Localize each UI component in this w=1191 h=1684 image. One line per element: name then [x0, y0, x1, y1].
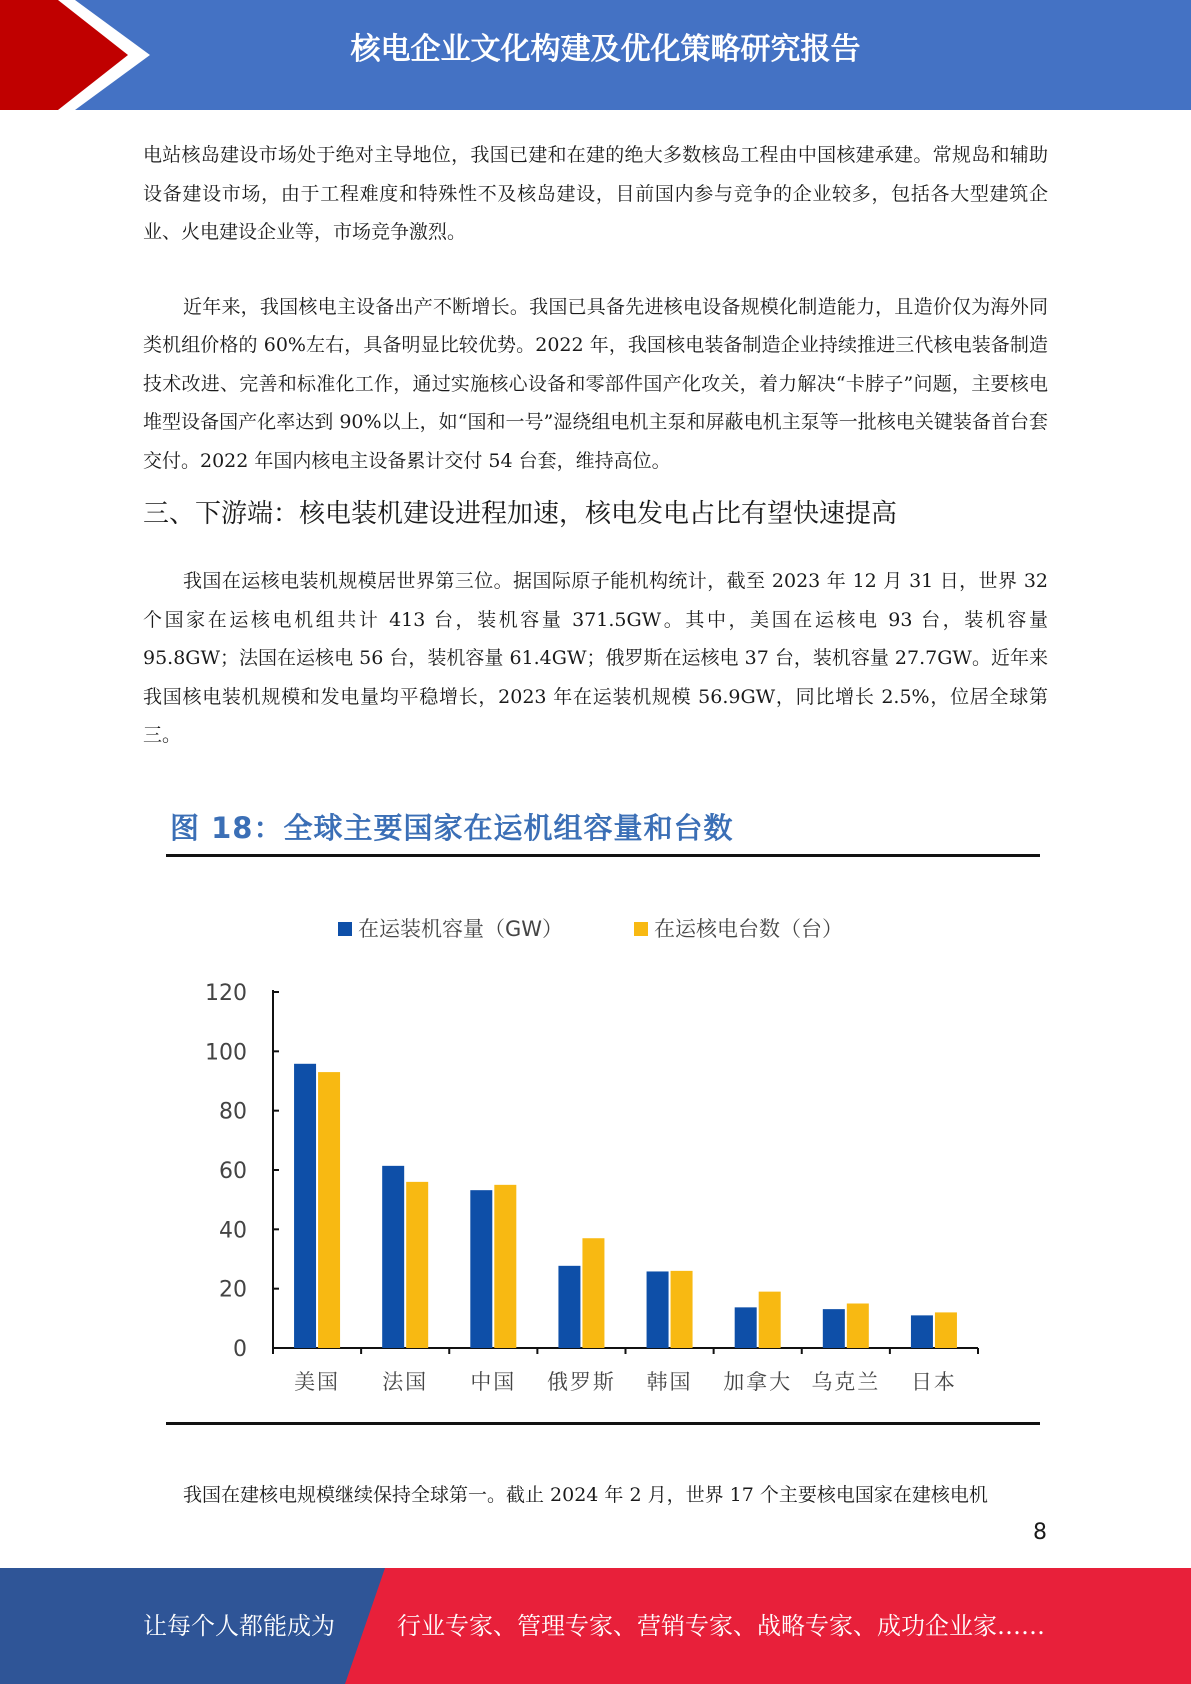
bar-1-0 — [318, 1072, 340, 1348]
bar-1-7 — [935, 1312, 957, 1348]
paragraph-2: 近年来，我国核电主设备出产不断增长。我国已具备先进核电设备规模化制造能力，且造价仅为海外同类机组价格的 60%左右，具备明显比较优势。2022 年，我国核电装备制造企业持续推进三代核电装备制造技术改进、完善和标准化工作，通过实施核心设备和零部件国产化攻关，着力解决“卡脖子”问题，主要核电堆型设备国产化率达到 90%以上，如“国和一号”湿绕组电机主泵和屏蔽电机主泵等一批核电关键装备首台套交付。2022 年国内核电主设备累计交付 54 台套，维持高位。 — [143, 295, 1048, 472]
y-tick-label-4: 80 — [219, 1099, 247, 1125]
footer-slogan-right: 行业专家、管理专家、营销专家、战略专家、成功企业家…… — [397, 1612, 1045, 1640]
x-tick-label-5: 加拿大 — [723, 1370, 793, 1394]
paragraph-4: 我国在建核电规模继续保持全球第一。截止 2024 年 2 月，世界 17 个主要核电国家在建核电机 — [183, 1484, 988, 1506]
legend-swatch-0 — [338, 922, 352, 936]
page-number: 8 — [1033, 1520, 1047, 1545]
bar-1-2 — [494, 1185, 516, 1348]
paragraph-3: 我国在运核电装机规模居世界第三位。据国际原子能机构统计，截至 2023 年 12 月 31 日，世界 32 个国家在运核电机组共计 413 台，装机容量 371.5GW。其中，美国在运核电 93 台，装机容量 95.8GW；法国在运核电 56 台，装机容量 61.4GW；俄罗斯在运核电 37 台，装机容量 27.7GW。近年来我国核电装机规模和发电量均平稳增长，2023 年在运装机规模 56.9GW，同比增长 2.5%，位居全球第三。 — [143, 570, 1048, 746]
legend-swatch-1 — [634, 922, 648, 936]
bar-1-4 — [671, 1271, 693, 1348]
bar-0-6 — [823, 1309, 845, 1348]
header-title: 核电企业文化构建及优化策略研究报告 — [350, 32, 861, 67]
figure-title: 图 18：全球主要国家在运机组容量和台数 — [170, 811, 734, 845]
bar-0-3 — [558, 1266, 580, 1348]
x-tick-label-0: 美国 — [294, 1370, 341, 1394]
y-tick-label-6: 120 — [205, 981, 247, 1006]
body-content — [143, 136, 1048, 755]
y-tick-label-5: 100 — [205, 1040, 247, 1066]
bar-1-6 — [847, 1304, 869, 1349]
bar-1-1 — [406, 1182, 428, 1348]
x-tick-label-2: 中国 — [470, 1370, 517, 1394]
paragraph-1: 电站核岛建设市场处于绝对主导地位，我国已建和在建的绝大多数核岛工程由中国核建承建。常规岛和辅助设备建设市场，由于工程难度和特殊性不及核岛建设，目前国内参与竞争的企业较多，包括各大型建筑企业、火电建设企业等，市场竞争激烈。 — [143, 144, 1048, 243]
body-content-continued — [143, 1476, 1048, 1515]
page-footer — [0, 1568, 1191, 1684]
figure-bottom-rule — [166, 1422, 1040, 1425]
legend-label-1: 在运核电台数（台） — [654, 917, 843, 941]
x-tick-label-1: 法国 — [382, 1370, 429, 1394]
section-heading: 三、下游端：核电装机建设进程加速，核电发电占比有望快速提高 — [143, 499, 898, 529]
bar-0-0 — [294, 1064, 316, 1348]
figure-top-rule — [166, 854, 1040, 857]
legend-label-0: 在运装机容量（GW） — [358, 917, 564, 941]
footer-slogan-left: 让每个人都能成为 — [143, 1612, 335, 1640]
capacity-units-bar-chart — [166, 900, 1040, 1420]
bar-1-5 — [759, 1292, 781, 1348]
bar-1-3 — [582, 1238, 604, 1348]
y-tick-label-2: 40 — [219, 1218, 247, 1244]
bar-0-1 — [382, 1166, 404, 1348]
bar-0-5 — [735, 1307, 757, 1348]
bar-0-2 — [470, 1190, 492, 1348]
y-tick-label-3: 60 — [219, 1159, 247, 1184]
x-tick-label-4: 韩国 — [646, 1370, 693, 1394]
y-tick-label-0: 0 — [233, 1337, 247, 1362]
x-tick-label-7: 日本 — [910, 1370, 957, 1394]
x-tick-label-6: 乌克兰 — [811, 1370, 881, 1394]
y-tick-label-1: 20 — [219, 1277, 247, 1303]
page-header — [0, 0, 1191, 110]
bar-0-4 — [647, 1271, 669, 1348]
x-tick-label-3: 俄罗斯 — [546, 1370, 616, 1394]
bar-0-7 — [911, 1315, 933, 1348]
